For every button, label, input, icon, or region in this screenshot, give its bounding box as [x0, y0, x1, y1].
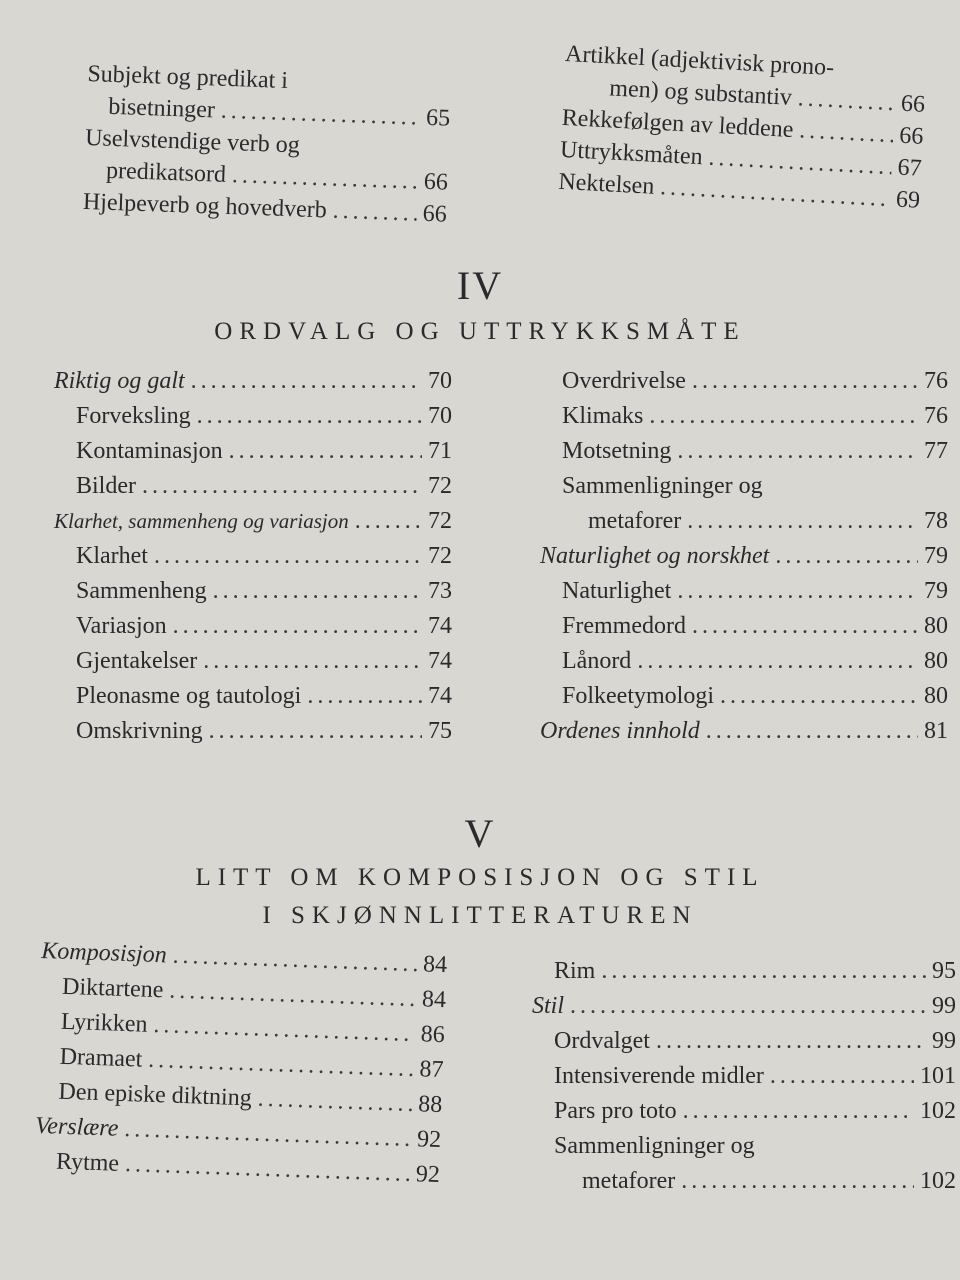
toc-entry [54, 364, 452, 399]
page-number: 72 [428, 543, 452, 569]
leader-dots [229, 434, 422, 469]
page-number: 80 [924, 613, 948, 639]
page-number: 69 [895, 186, 921, 214]
toc-entry [532, 1094, 956, 1129]
page-number: 86 [420, 1021, 446, 1049]
toc-entry [54, 644, 452, 679]
entry-label: Kontaminasjon [76, 438, 223, 464]
page-number: 92 [416, 1126, 442, 1154]
page-number: 79 [924, 543, 948, 569]
leader-dots [209, 714, 422, 749]
entry-label: bisetninger [107, 93, 216, 124]
leader-dots [570, 989, 926, 1024]
toc-entry [540, 714, 948, 749]
toc-entry [532, 1024, 956, 1059]
section-numeral: IV [456, 263, 504, 308]
leader-dots [656, 1024, 926, 1059]
toc-entry [540, 504, 948, 539]
page-number: 65 [425, 104, 451, 132]
leader-dots [307, 679, 422, 714]
top-right-column [558, 38, 928, 217]
entry-label: predikatsord [105, 157, 227, 188]
page-number: 102 [920, 1168, 956, 1194]
toc-entry [54, 574, 452, 609]
entry-label: Nektelsen [557, 168, 655, 200]
page-number: 66 [422, 200, 448, 228]
page-number: 74 [428, 613, 452, 639]
leader-dots [706, 714, 918, 749]
page-number: 95 [932, 958, 956, 984]
leader-dots [692, 609, 918, 644]
toc-entry-line: Artikkel (adjektivisk prono- [564, 40, 835, 82]
toc-entry [54, 504, 452, 539]
leader-dots [154, 539, 422, 574]
toc-entry [54, 399, 452, 434]
toc-entry [540, 644, 948, 679]
leader-dots [687, 504, 918, 539]
toc-entry [532, 1164, 956, 1199]
entry-label: Omskrivning [76, 718, 203, 744]
entry-label: Diktartene [61, 973, 164, 1004]
entry-label: Verslære [34, 1112, 119, 1142]
toc-entry [532, 989, 956, 1024]
leader-dots [681, 1164, 914, 1199]
entry-label: Den episke diktning [58, 1078, 253, 1112]
page-number: 81 [924, 718, 948, 744]
toc-entry [540, 399, 948, 434]
entry-label: Pleonasme og tautologi [76, 683, 302, 709]
leader-dots [677, 434, 918, 469]
leader-dots [692, 364, 918, 399]
toc-entry [54, 434, 452, 469]
page-number: 66 [900, 90, 926, 118]
toc-entry [54, 469, 452, 504]
toc-entry [54, 679, 452, 714]
page-number: 66 [423, 168, 449, 196]
entry-label: Ordvalget [554, 1028, 650, 1054]
page-number: 67 [896, 154, 923, 182]
entry-label: Komposisjon [40, 937, 168, 969]
entry-label: Overdrivelse [562, 368, 686, 394]
leader-dots [720, 679, 918, 714]
page-number: 77 [924, 438, 948, 464]
entry-label: Hjelpeverb og hovedverb [82, 188, 328, 224]
toc-entry [532, 1059, 956, 1094]
entry-label: Pars pro toto [554, 1098, 677, 1124]
page-number: 79 [924, 578, 948, 604]
entry-label: Stil [532, 993, 565, 1019]
entry-label: Klarhet, sammenheng og variasjon [54, 509, 349, 533]
entry-label: Naturlighet og norskhet [540, 543, 770, 569]
entry-label: Rytme [55, 1148, 120, 1177]
leader-dots [799, 114, 895, 151]
page-number: 74 [428, 648, 452, 674]
leader-dots [257, 1082, 413, 1122]
entry-label: Motsetning [562, 438, 672, 464]
entry-label: Sammenligninger og [562, 473, 763, 499]
page-number: 88 [417, 1091, 443, 1119]
toc-entry-line: Subjekt og predikat i [86, 60, 289, 94]
leader-dots [649, 399, 918, 434]
leader-dots [677, 574, 918, 609]
entry-label: Forveksling [76, 403, 191, 429]
page-number: 92 [415, 1161, 441, 1189]
section-title-line-2: I SKJØNNLITTERATUREN [262, 902, 698, 929]
toc-entry-line [532, 1129, 956, 1164]
page-number: 74 [428, 683, 452, 709]
toc-entry [540, 679, 948, 714]
entry-label: Intensiverende midler [554, 1063, 764, 1089]
leader-dots [797, 82, 896, 119]
toc-entry-line [540, 469, 948, 504]
entry-label: Rekkefølgen av leddene [561, 104, 795, 144]
entry-label: Variasjon [76, 613, 167, 639]
entry-label: Fremmedord [562, 613, 686, 639]
page-number: 99 [932, 1028, 956, 1054]
page-number: 84 [422, 951, 448, 979]
entry-label: men) og substantiv [608, 75, 793, 111]
entry-label: Klarhet [76, 543, 148, 569]
entry-label: Riktig og galt [54, 368, 185, 394]
page-number: 76 [924, 368, 948, 394]
page-number: 71 [428, 438, 452, 464]
toc-entry [540, 434, 948, 469]
page-number: 70 [428, 403, 452, 429]
entry-label: Sammenheng [76, 578, 207, 604]
page-number: 78 [924, 508, 948, 534]
top-left-column [82, 58, 451, 231]
page-number: 84 [421, 986, 447, 1014]
page-number: 75 [428, 718, 452, 744]
toc-entry [540, 364, 948, 399]
page-number: 70 [428, 368, 452, 394]
entry-label: Lånord [562, 648, 632, 674]
section-iv-right-column [540, 364, 948, 749]
entry-label: Uttrykksmåten [559, 136, 704, 171]
leader-dots [637, 644, 918, 679]
toc-entry [54, 539, 452, 574]
leader-dots [173, 609, 422, 644]
toc-entry [540, 609, 948, 644]
entry-label: Sammenligninger og [554, 1133, 755, 1159]
leader-dots [213, 574, 422, 609]
page-number: 66 [898, 122, 924, 150]
section-v-left-column [33, 934, 447, 1193]
leader-dots [191, 364, 422, 399]
section-iv-left-column [54, 364, 452, 749]
entry-label: Rim [554, 958, 596, 984]
leader-dots [775, 539, 918, 574]
toc-entry [54, 714, 452, 749]
section-title: LITT OM KOMPOSISJON OG STIL [195, 864, 765, 891]
page-number: 99 [932, 993, 956, 1019]
leader-dots [683, 1094, 914, 1129]
entry-label-continuation: metaforer [588, 508, 682, 534]
toc-entry [540, 539, 948, 574]
leader-dots [197, 399, 422, 434]
entry-label: Folkeetymologi [562, 683, 714, 709]
entry-label: Gjentakelser [76, 648, 198, 674]
toc-entry [532, 954, 956, 989]
page-number: 72 [428, 508, 452, 534]
page-number: 87 [419, 1056, 444, 1084]
entry-label: Klimaks [562, 403, 644, 429]
page-number: 72 [428, 473, 452, 499]
section-title: ORDVALG OG UTTRYKKSMÅTE [214, 318, 746, 345]
leader-dots [601, 954, 926, 989]
toc-entry [54, 609, 452, 644]
entry-label-continuation: metaforer [582, 1168, 676, 1194]
leader-dots [332, 195, 417, 230]
leader-dots [355, 504, 422, 539]
page-number: 102 [920, 1098, 956, 1124]
section-v-right-column [532, 954, 956, 1199]
leader-dots [142, 469, 422, 504]
entry-label: Bilder [76, 473, 136, 499]
entry-label: Ordenes innhold [540, 718, 700, 744]
entry-label: Lyrikken [60, 1008, 149, 1038]
page-number: 80 [924, 648, 948, 674]
section-numeral: V [464, 811, 496, 856]
entry-label: Naturlighet [562, 578, 672, 604]
leader-dots [770, 1059, 914, 1094]
toc-entry [540, 574, 948, 609]
page-number: 76 [924, 403, 948, 429]
toc-entry-line: Uselvstendige verb og [84, 124, 301, 159]
page-number: 80 [924, 683, 948, 709]
page-number: 101 [920, 1063, 956, 1089]
leader-dots [203, 644, 422, 679]
entry-label: Dramaet [59, 1043, 143, 1073]
page-number: 73 [428, 578, 452, 604]
